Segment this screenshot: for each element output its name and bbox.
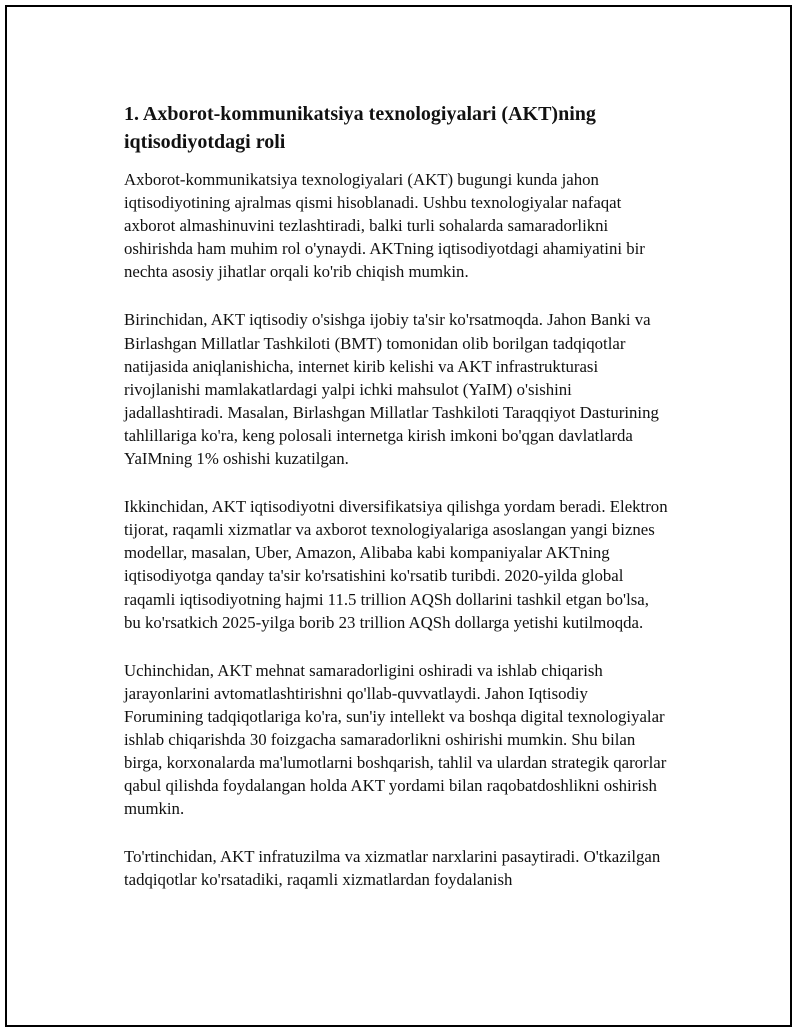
section-heading: 1. Axborot-kommunikatsiya texnologiyalari (AKT)ning iqtisodiyotdagi roli: [124, 103, 596, 153]
paragraph-third-point: Uchinchidan, AKT mehnat samaradorligini oshiradi va ishlab chiqarish jarayonlarini avtomatlashtirishni qo'llab-quvvatlaydi. Jahon Iqtisodiy Forumining tadqiqotlariga ko'ra, sun'iy intellekt va boshqa digital texnologiyalar ishlab chiqarishda 30 foizgacha samaradorlikni oshirishi mumkin. Shu bilan birga, korxonalarda ma'lumotlarni boshqarish, tahlil va ulardan strategik qarorlar qabul qilishda foydalangan holda AKT yordami bilan raqobatdoshlikni oshirish mumkin.: [124, 660, 667, 819]
paragraph-fourth-point: To'rtinchidan, AKT infratuzilma va xizmatlar narxlarini pasaytiradi. O'tkazilgan tadqiqotlar ko'rsatadiki, raqamli xizmatlardan foydalanish: [124, 847, 661, 890]
paragraph-first-point: Birinchidan, AKT iqtisodiy o'sishga ijobiy ta'sir ko'rsatmoqda. Jahon Banki va Birlashgan Millatlar Tashkiloti (BMT) tomonidan olib borilgan tadqiqotlar natijasida aniqlanishicha, internet kirib kelishi va AKT infrastrukturasi rivojlanishi mamlakatlardagi yalpi ichki mahsulot (YaIM) o'sishini jadallashtiradi. Masalan, Birlashgan Millatlar Tashkiloti Taraqqiyot Dasturining tahlillariga ko'ra, keng polosali internetga kirish imkoni bo'qgan davlatlarda YaIMning 1% oshishi kuzatilgan.: [124, 310, 659, 469]
paragraph-second-point: Ikkinchidan, AKT iqtisodiyotni diversifikatsiya qilishga yordam beradi. Elektron tijorat, raqamli xizmatlar va axborot texnologiyalariga asoslangan yangi biznes modellar, masalan, Uber, Amazon, Alibaba kabi kompaniyalar AKTning iqtisodiyotga qanday ta'sir ko'rsatishini ko'rsatib turibdi. 2020-yilda global raqamli iqtisodiyotning hajmi 11.5 trillion AQSh dollarini tashkil etgan bo'lsa, bu ko'rsatkich 2025-yilga borib 23 trillion AQSh dollarga yetishi kutilmoqda.: [124, 497, 668, 632]
paragraph-intro: Axborot-kommunikatsiya texnologiyalari (AKT) bugungi kunda jahon iqtisodiyotining ajralmas qismi hisoblanadi. Ushbu texnologiyalar nafaqat axborot almashinuvini tezlashtiradi, balki turli sohalarda samaradorlikni oshirishda ham muhim rol o'ynaydi. AKTning iqtisodiyotdagi ahamiyatini bir nechta asosiy jihatlar orqali ko'rib chiqish mumkin.: [124, 170, 645, 282]
page-frame: [5, 5, 792, 1027]
document-body: [124, 100, 669, 917]
